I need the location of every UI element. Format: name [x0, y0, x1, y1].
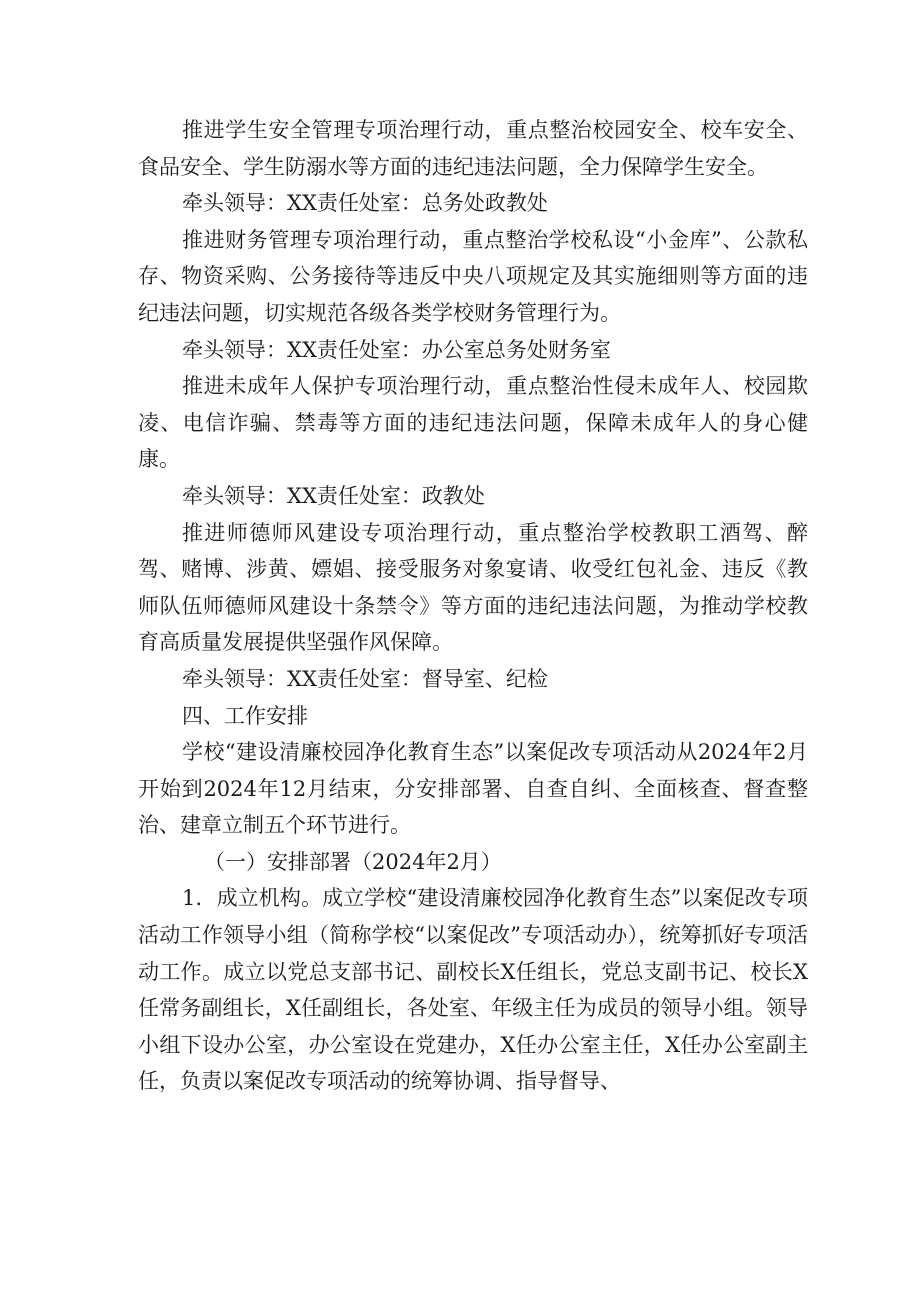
paragraph-finance-management: 推进财务管理专项治理行动，重点整治学校私设“小金库”、公款私存、物资采购、公务接待等违反中央八项规定及其实施细则等方面的违纪违法问题，切实规范各级各类学校财务管理行为。	[138, 227, 808, 325]
document-body	[138, 112, 808, 1100]
lead-info-teacher-ethics: 牵头领导：XX责任处室：督导室、纪检	[182, 666, 548, 691]
paragraph-minor-protection: 推进未成年人保护专项治理行动，重点整治性侵未成年人、校园欺凌、电信诈骗、禁毒等方面的违纪违法问题，保障未成年人的身心健康。	[138, 374, 808, 472]
paragraph-establish-organization: 1．成立机构。成立学校“建设清廉校园净化教育生态”以案促改专项活动工作领导小组（简称学校“以案促改”专项活动办），统筹抓好专项活动工作。成立以党总支部书记、副校长X任组长，党总支副书记、校长X任常务副组长，X任副组长，各处室、年级主任为成员的领导小组。领导小组下设办公室，办公室设在党建办，X任办公室主任，X任办公室副主任，负责以案促改专项活动的统筹协调、指导督导、	[138, 886, 808, 1094]
lead-info-student-safety: 牵头领导：XX责任处室：总务处政教处	[182, 191, 548, 216]
lead-info-finance: 牵头领导：XX责任处室：办公室总务处财务室	[182, 337, 611, 362]
paragraph-student-safety: 推进学生安全管理专项治理行动，重点整治校园安全、校车安全、食品安全、学生防溺水等方面的违纪违法问题，全力保障学生安全。	[138, 118, 808, 179]
lead-info-minor-protection: 牵头领导：XX责任处室：政教处	[182, 483, 485, 508]
subsection-heading-deployment: （一）安排部署（2024年2月）	[204, 849, 502, 874]
paragraph-activity-schedule: 学校“建设清廉校园净化教育生态”以案促改专项活动从2024年2月开始到2024年12月结束，分安排部署、自查自纠、全面核查、督查整治、建章立制五个环节进行。	[138, 740, 808, 838]
section-heading-work-arrangement: 四、工作安排	[182, 703, 308, 728]
paragraph-teacher-ethics: 推进师德师风建设专项治理行动，重点整治学校教职工酒驾、醉驾、赌博、涉黄、嫖娼、接受服务对象宴请、收受红包礼金、违反《教师队伍师德师风建设十条禁令》等方面的违纪违法问题，为推动学校教育高质量发展提供坚强作风保障。	[138, 520, 808, 655]
